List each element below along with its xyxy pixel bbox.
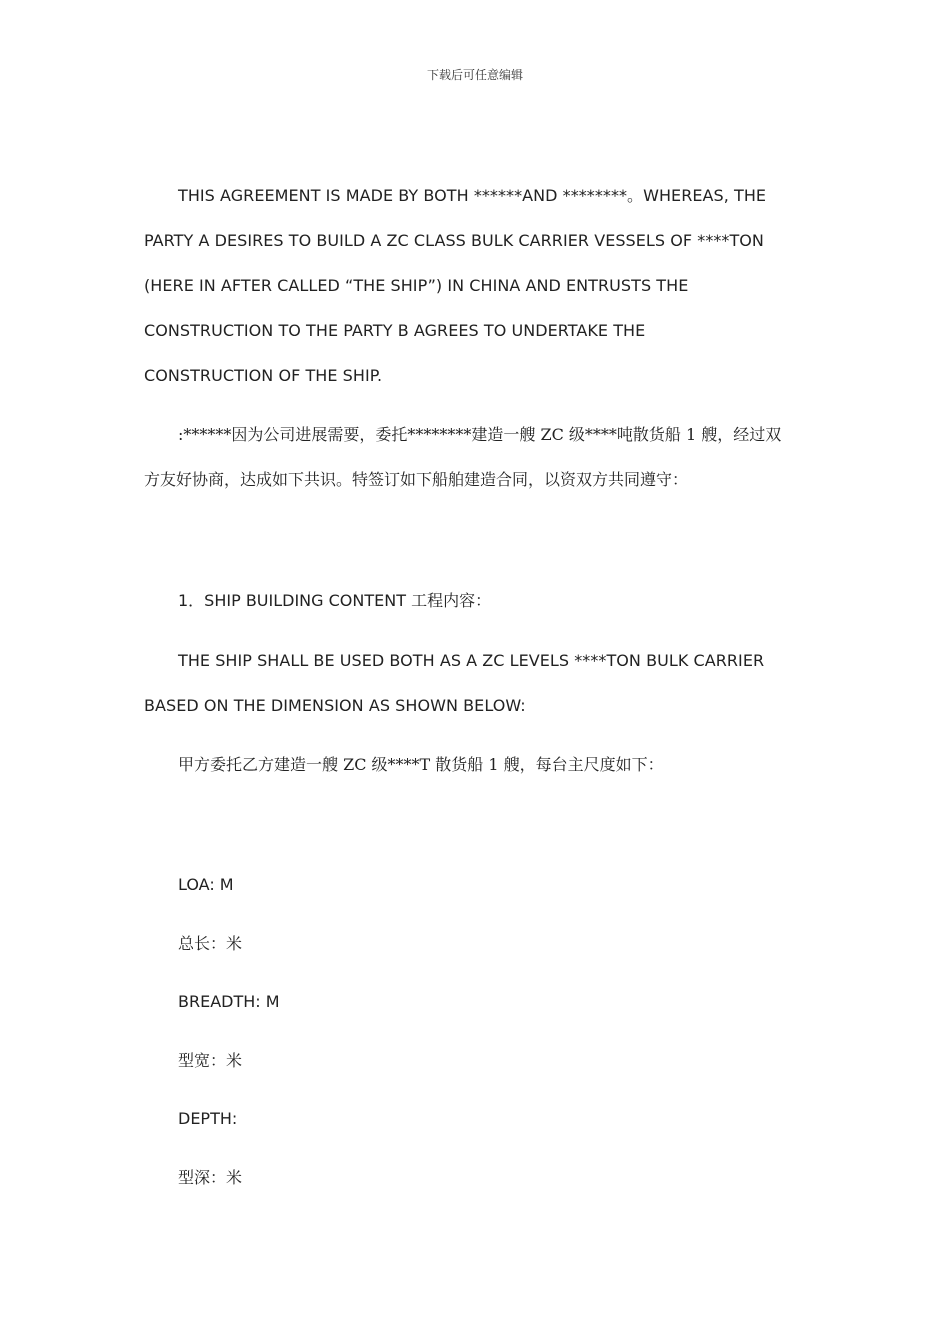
intro-zh-line-2: 方友好协商，达成如下共识。特签订如下船舶建造合同，以资双方共同遵守： — [144, 470, 689, 489]
section-1-zh-line: 甲方委托乙方建造一艘 ZC 级****T 散货船 1 艘，每台主尺度如下： — [178, 755, 664, 774]
dimension-breadth-zh: 型宽：米 — [178, 1051, 243, 1070]
dimension-loa-zh: 总长：米 — [178, 934, 243, 953]
intro-en-line-4: CONSTRUCTION TO THE PARTY B AGREES TO UNDERTAKE THE — [144, 321, 646, 340]
dimension-depth-zh: 型深：米 — [178, 1168, 243, 1187]
page-header-note: 下载后可任意编辑 — [426, 68, 523, 82]
section-1-en-line-2: BASED ON THE DIMENSION AS SHOWN BELOW: — [144, 696, 526, 715]
dimension-loa-en: LOA: M — [178, 875, 234, 894]
dimension-breadth-en: BREADTH: M — [178, 992, 280, 1011]
section-1-heading: 1．SHIP BUILDING CONTENT 工程内容： — [178, 591, 492, 610]
intro-en-line-3: (HERE IN AFTER CALLED “THE SHIP”) IN CHINA AND ENTRUSTS THE — [144, 276, 689, 295]
intro-en-line-1: THIS AGREEMENT IS MADE BY BOTH ******AND ********。WHEREAS, THE — [178, 186, 767, 205]
dimension-depth-en: DEPTH: — [178, 1109, 238, 1128]
intro-zh-line-1: :******因为公司进展需要，委托********建造一艘 ZC 级****吨散货船 1 艘，经过双 — [178, 425, 782, 444]
intro-en-line-5: CONSTRUCTION OF THE SHIP. — [144, 366, 383, 385]
intro-en-line-2: PARTY A DESIRES TO BUILD A ZC CLASS BULK CARRIER VESSELS OF ****TON — [144, 231, 764, 250]
section-1-en-line-1: THE SHIP SHALL BE USED BOTH AS A ZC LEVELS ****TON BULK CARRIER — [178, 651, 765, 670]
